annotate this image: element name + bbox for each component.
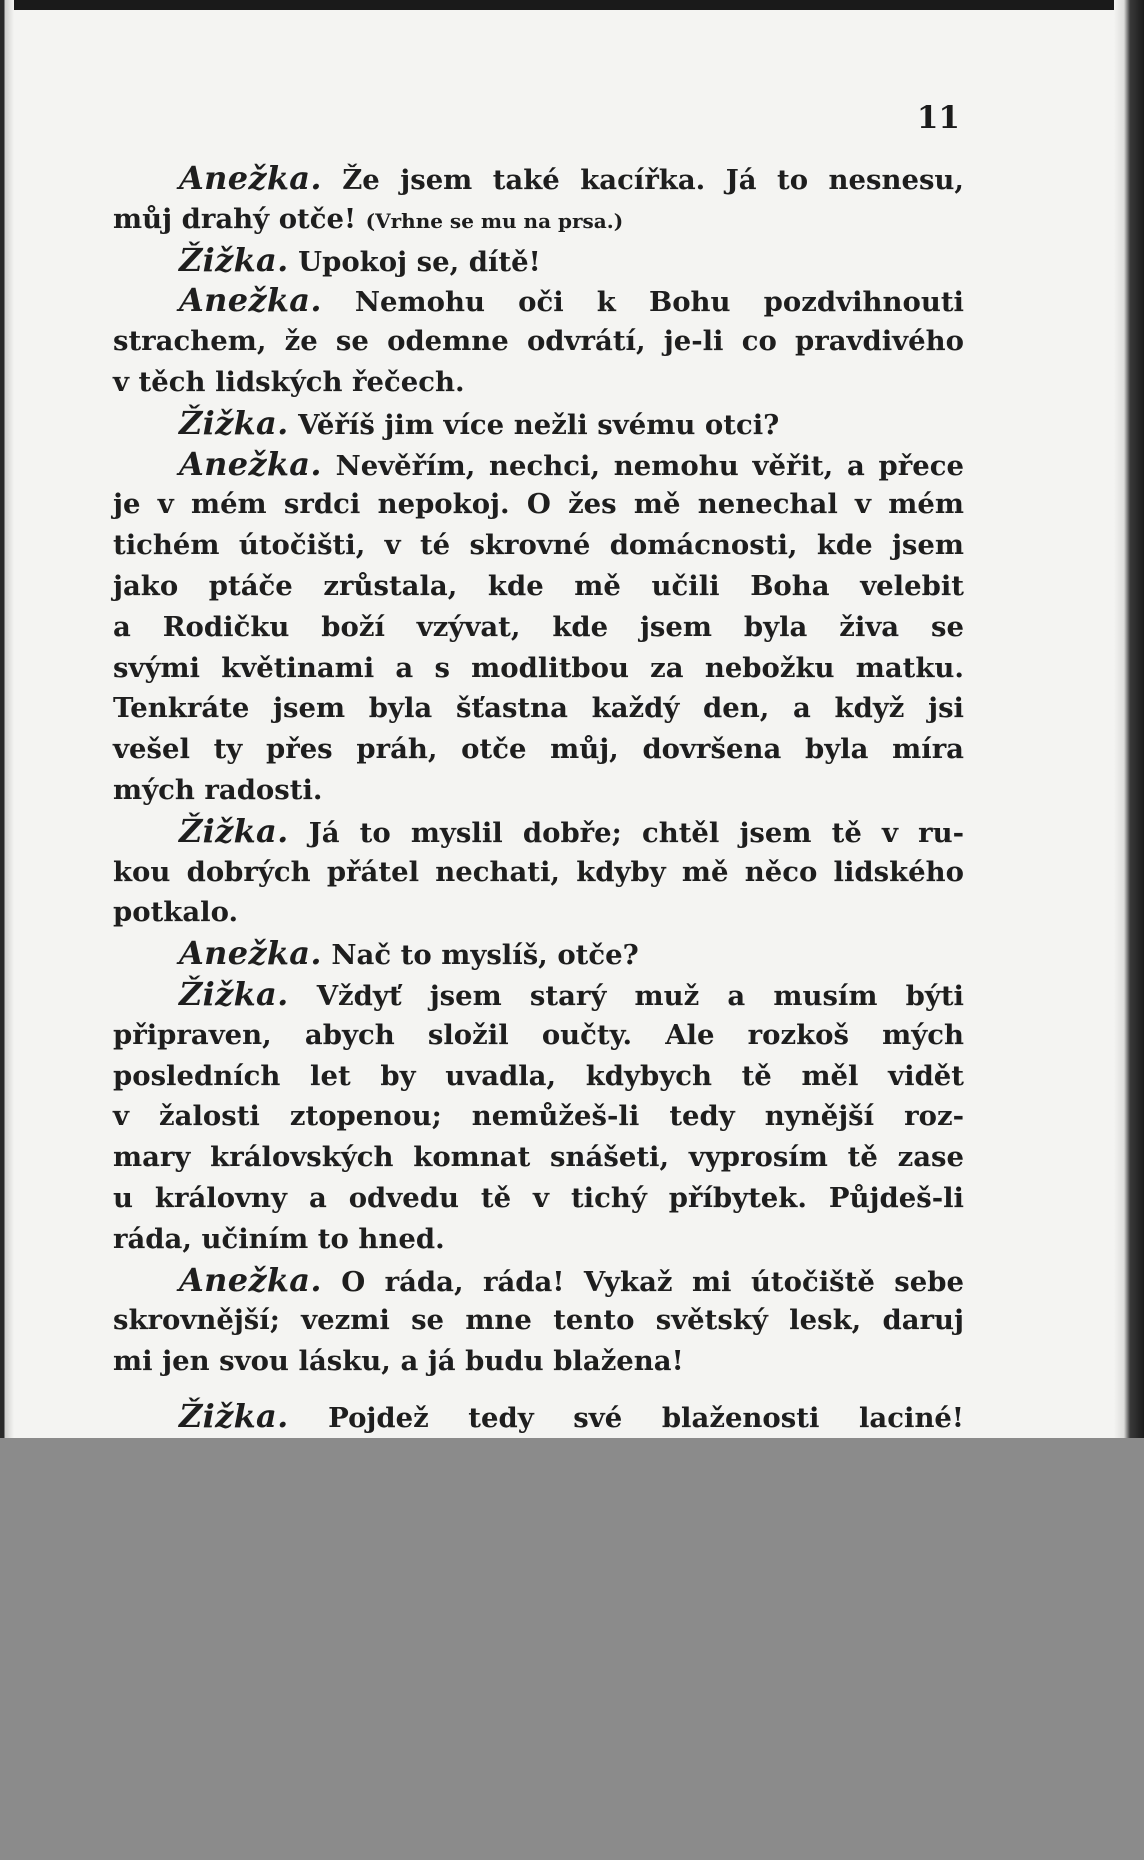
page-top-edge: [0, 0, 1144, 10]
text-line: [113, 811, 964, 852]
page-right-edge: [1114, 0, 1144, 1438]
line-text: Nemohu oči k Bohu pozdvihnouti: [354, 286, 964, 319]
text-line: [113, 1137, 964, 1178]
text-line: [113, 1300, 964, 1341]
line-text: můj drahý otče!: [113, 202, 357, 235]
text-line: [113, 1096, 964, 1137]
text-line: [113, 1260, 964, 1301]
text-line: [113, 770, 964, 811]
line-text: posledních let by uvadla, kdybych tě měl vidět: [113, 1059, 964, 1092]
text-line: [113, 933, 964, 974]
line-text: O ráda, ráda! Vykaž mi útočiště sebe: [341, 1265, 964, 1298]
speaker-name: Anežka.: [179, 159, 322, 197]
text-line: [113, 1015, 964, 1056]
text-line: [113, 1178, 964, 1219]
text-line: [113, 566, 964, 607]
line-text: Že jsem také kacířka. Já to nesnesu,: [342, 164, 964, 196]
line-text: jako ptáče zrůstala, kde mě učili Boha velebit: [113, 569, 964, 602]
line-text: připraven, abych složil oučty. Ale rozkoš mých: [113, 1018, 964, 1051]
text-line: [113, 525, 964, 566]
line-text: je v mém srdci nepokoj. O žes mě nenechal v mém: [113, 488, 964, 521]
text-line: [113, 974, 964, 1015]
line-text: skrovnější; vezmi se mne tento světský lesk, daruj: [113, 1304, 964, 1337]
line-text: mých radosti.: [113, 773, 323, 806]
line-text: Vždyť jsem starý muž a musím býti: [316, 979, 964, 1012]
speaker-name: Žižka.: [179, 403, 289, 442]
speaker-name: Žižka.: [179, 1397, 289, 1435]
speaker-name: Anežka.: [179, 281, 322, 320]
line-text: vešel ty přes práh, otče můj, dovršena byla míra: [113, 733, 964, 766]
line-text: Nač to myslíš, otče?: [331, 939, 639, 972]
page-text: [113, 158, 964, 1382]
text-line: [113, 444, 964, 485]
stage-direction: (Vrhne se mu na prsa.): [365, 208, 624, 233]
text-line: [113, 648, 964, 689]
text-line: [113, 321, 964, 362]
text-line: [113, 199, 964, 240]
page-number: 11: [916, 100, 960, 136]
text-line: [113, 852, 964, 893]
line-text: svými květinami a s modlitbou za nebožku matku.: [113, 651, 964, 684]
speaker-name: Anežka.: [179, 444, 322, 483]
speaker-name: Žižka.: [179, 974, 289, 1013]
line-text: a Rodičku boží vzývat, kde jsem byla živa se: [113, 610, 964, 643]
text-line: [113, 362, 964, 403]
text-line: [113, 403, 964, 444]
text-line: [113, 688, 964, 729]
text-line: [113, 1341, 964, 1382]
speaker-name: Žižka.: [179, 811, 289, 850]
cut-off-line: [113, 1396, 964, 1438]
line-text: v těch lidských řečech.: [113, 365, 465, 398]
line-text: v žalosti ztopenou; nemůžeš-li tedy nynější roz-: [113, 1100, 964, 1133]
text-line: [113, 158, 964, 199]
text-line: [113, 892, 964, 933]
line-text: Pojdež tedy své blaženosti laciné!: [328, 1402, 964, 1434]
text-line: [113, 607, 964, 648]
line-text: ráda, učiním to hned.: [113, 1222, 445, 1255]
text-line: [113, 240, 964, 281]
line-text: Upokoj se, dítě!: [298, 245, 541, 278]
line-text: Věříš jim více nežli svému otci?: [298, 408, 780, 441]
speaker-name: Žižka.: [179, 240, 289, 279]
line-text: kou dobrých přátel nechati, kdyby mě něco lidského: [113, 855, 964, 888]
speaker-name: Anežka.: [179, 1260, 322, 1299]
page-left-edge: [0, 0, 14, 1438]
text-line: [113, 729, 964, 770]
line-text: u královny a odvedu tě v tichý příbytek. Půjdeš-li: [113, 1181, 964, 1214]
scanner-background: [0, 1438, 1144, 1860]
line-text: Tenkráte jsem byla šťastna každý den, a když jsi: [113, 692, 964, 725]
line-text: Nevěřím, nechci, nemohu věřit, a přece: [335, 449, 964, 482]
line-text: mi jen svou lásku, a já budu blažena!: [113, 1345, 684, 1378]
text-line: [113, 1056, 964, 1097]
line-text: tichém útočišti, v té skrovné domácnosti, kde jsem: [113, 529, 964, 562]
text-line: [113, 484, 964, 525]
line-text: mary královských komnat snášeti, vyprosím tě zase: [113, 1141, 964, 1174]
speaker-name: Anežka.: [179, 934, 322, 973]
text-line: [113, 280, 964, 321]
line-text: Já to myslil dobře; chtěl jsem tě v ru-: [308, 816, 964, 849]
text-line: [113, 1219, 964, 1260]
line-text: potkalo.: [113, 896, 239, 929]
line-text: strachem, že se odemne odvrátí, je-li co pravdivého: [113, 325, 964, 358]
text-line: [113, 1396, 964, 1437]
